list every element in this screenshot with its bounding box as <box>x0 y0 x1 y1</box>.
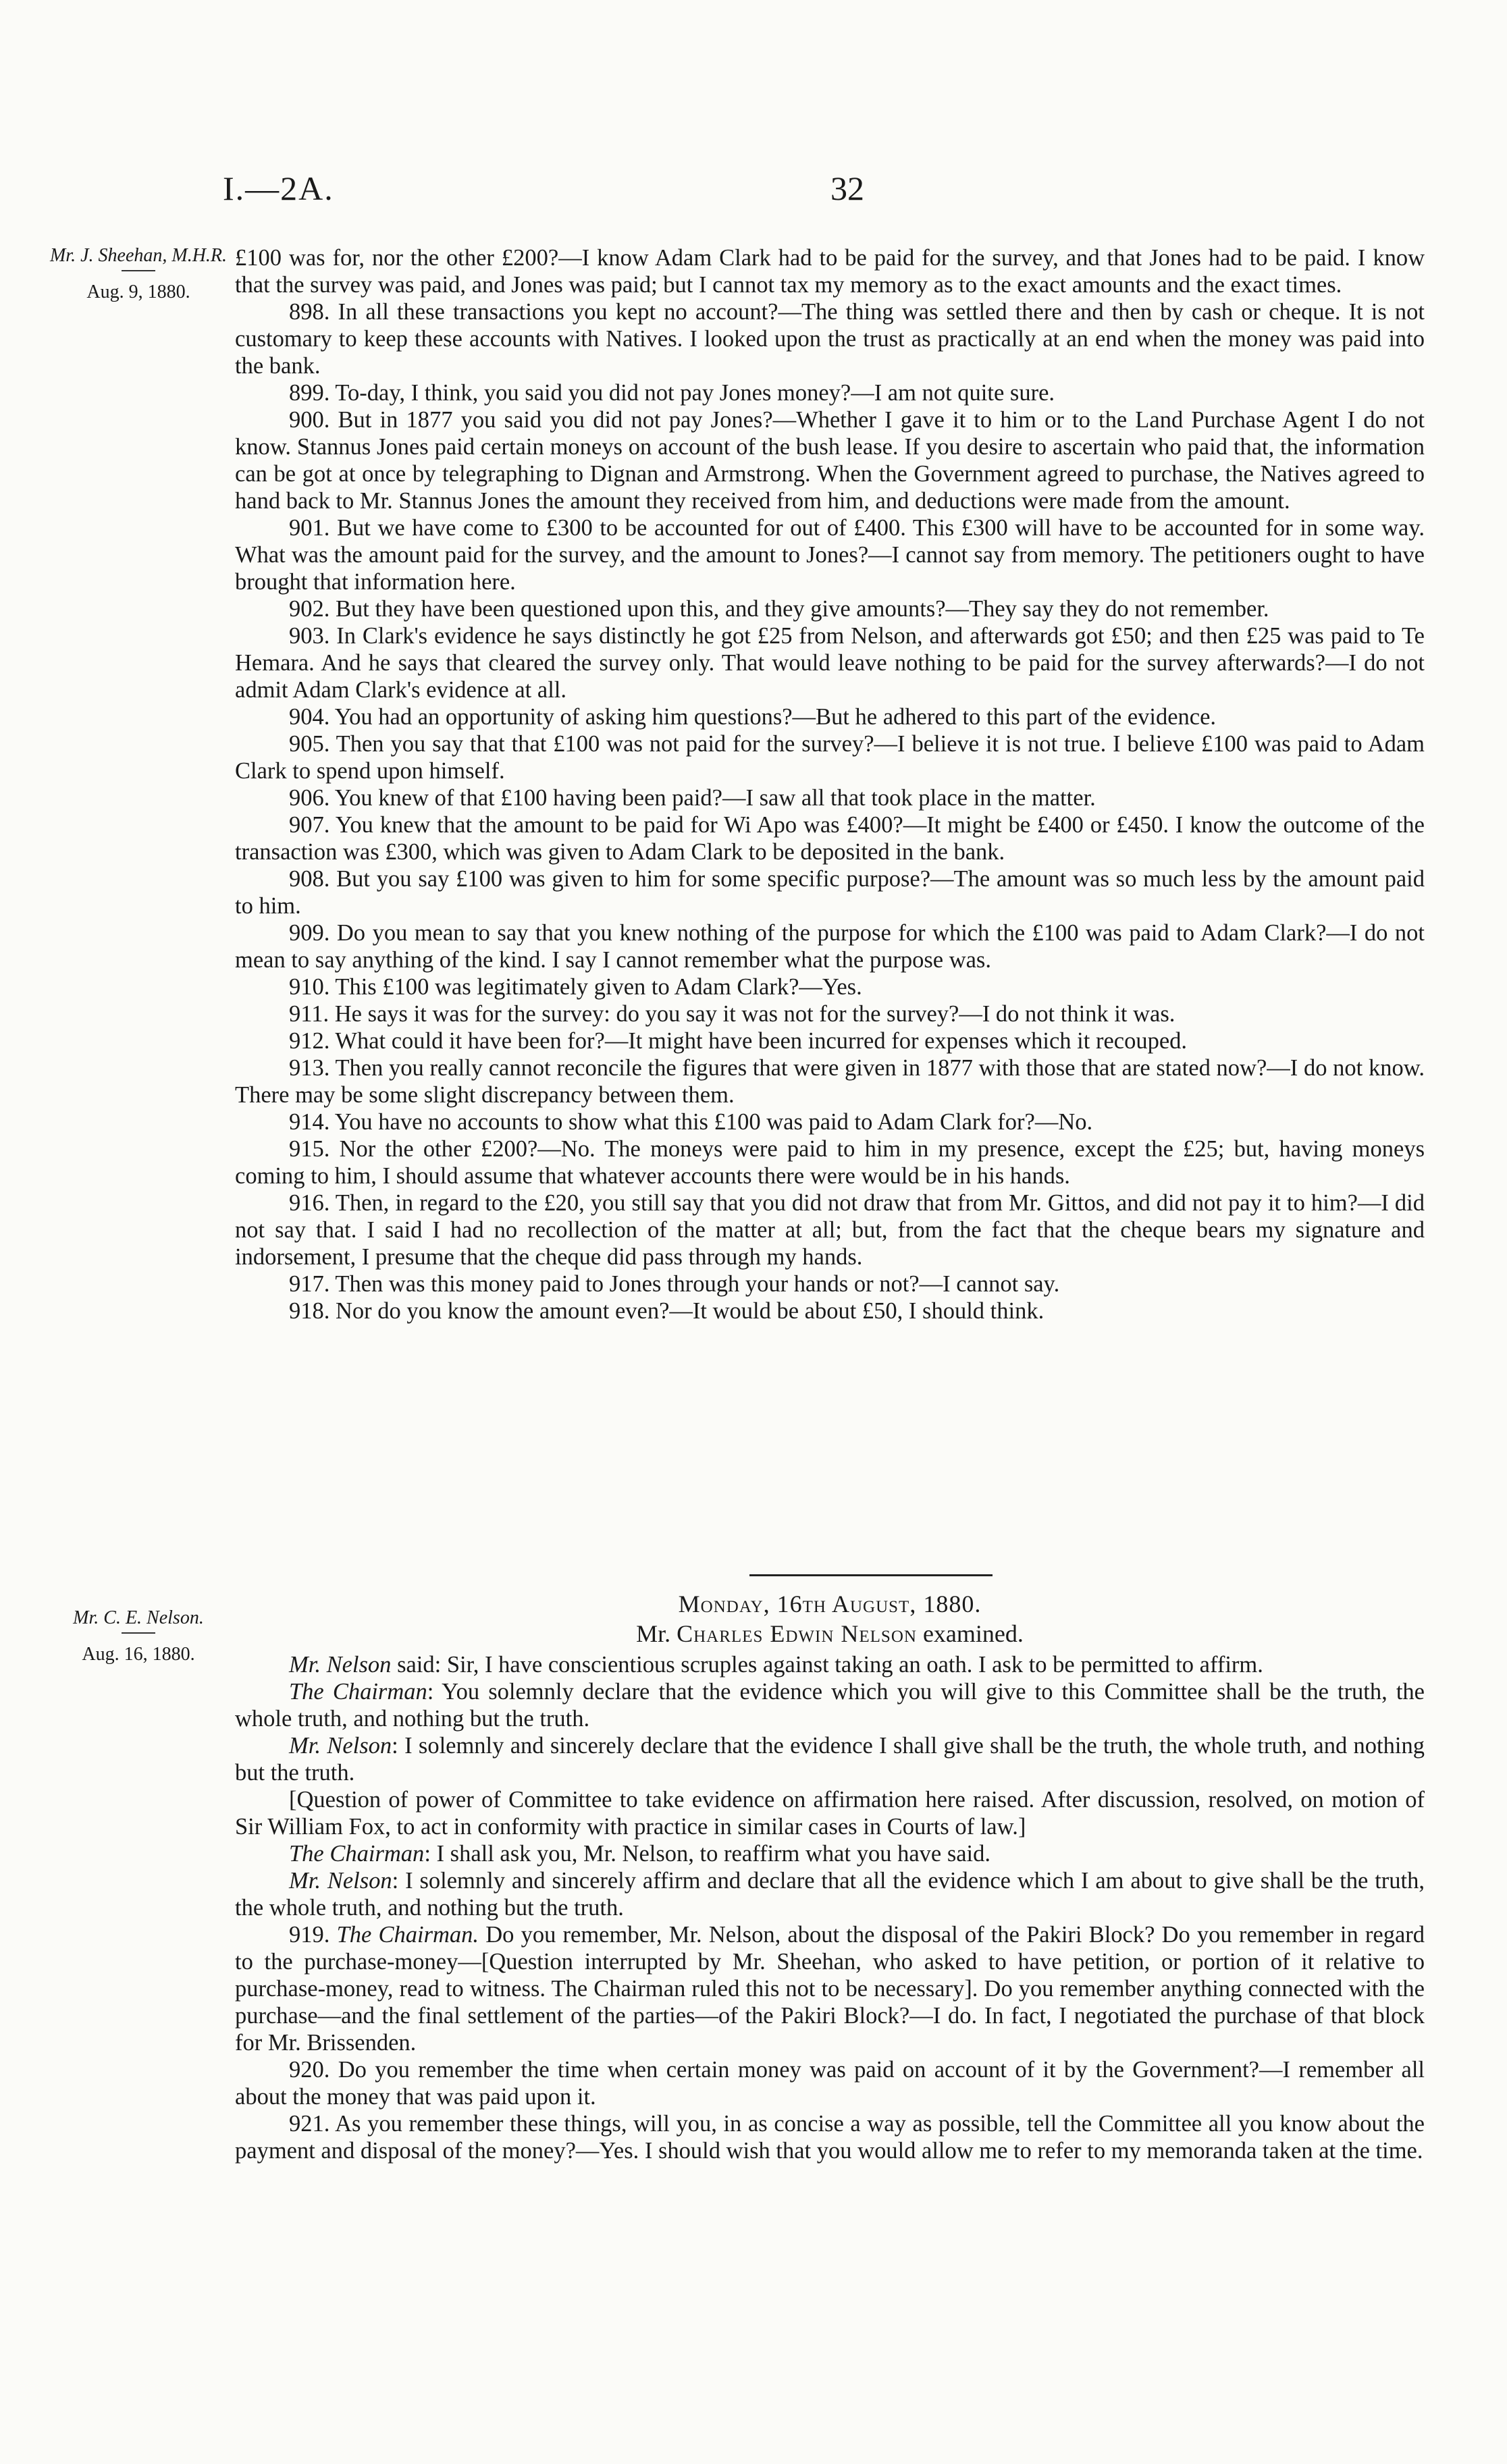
evidence-paragraph: Mr. Nelson: I solemnly and sincerely declare that the evidence I shall give shall be the truth, the whole truth, and nothing but the truth. <box>235 1733 1425 1786</box>
evidence-paragraph: 911. He says it was for the survey: do you say it was not for the survey?—I do not think it was. <box>289 1001 1175 1027</box>
evidence-paragraph: 921. As you remember these things, will you, in as concise a way as possible, tell the Committee all you know about the payment and disposal of the money?—Yes. I should wish that you would allow me to refer to my memoranda taken at the time. <box>235 2111 1425 2164</box>
witness-heading-prefix: Mr. <box>636 1620 671 1647</box>
evidence-paragraph: 913. Then you really cannot reconcile the figures that were given in 1877 with those that are stated now?—I do not know. There may be some slight discrepancy between them. <box>235 1055 1425 1108</box>
evidence-paragraph: 902. But they have been questioned upon this, and they give amounts?—They say they do not remember. <box>289 596 1269 622</box>
speaker: The Chairman <box>289 1679 427 1705</box>
evidence-paragraph: 907. You knew that the amount to be paid for Wi Apo was £400?—It might be £400 or £450. I know the outcome of the transaction was £300, which was given to Adam Clark to be deposited in the bank. <box>235 812 1425 865</box>
speaker: Mr. Nelson <box>289 1652 392 1678</box>
evidence-paragraph: The Chairman: I shall ask you, Mr. Nelson, to reaffirm what you have said. <box>289 1841 991 1867</box>
witness-heading-suffix: examined. <box>922 1620 1024 1647</box>
evidence-paragraph: Mr. Nelson said: Sir, I have conscientious scruples against taking an oath. I ask to be permitted to affirm. <box>289 1652 1263 1678</box>
evidence-paragraph: 918. Nor do you know the amount even?—It would be about £50, I should think. <box>289 1298 1045 1324</box>
evidence-paragraph: 917. Then was this money paid to Jones through your hands or not?—I cannot say. <box>289 1271 1060 1297</box>
speaker: The Chairman. <box>336 1922 479 1948</box>
witness-heading-name: Charles Edwin Nelson <box>677 1620 917 1647</box>
evidence-paragraph: 904. You had an opportunity of asking him questions?—But he adhered to this part of the evidence. <box>289 704 1217 730</box>
margin-note-sheehan <box>47 244 230 304</box>
paper-reference: I.—2A. <box>223 169 334 207</box>
evidence-paragraph: 905. Then you say that that £100 was not paid for the survey?—I believe it is not true. I believe £100 was paid to Adam Clark to spend upon himself. <box>235 731 1425 784</box>
margin-date: Aug. 16, 1880. <box>82 1644 195 1665</box>
evidence-section-sheehan <box>235 244 1425 1324</box>
evidence-paragraph: 915. Nor the other £200?—No. The moneys were paid to him in my presence, except the £25; but, having moneys coming to him, I should assume that whatever accounts there were would be in his hands. <box>235 1136 1425 1189</box>
evidence-paragraph: 908. But you say £100 was given to him for some specific purpose?—The amount was so much less by the amount paid to him. <box>235 866 1425 919</box>
margin-rule <box>122 270 155 271</box>
evidence-paragraph: 914. You have no accounts to show what this £100 was paid to Adam Clark for?—No. <box>289 1109 1093 1135</box>
evidence-paragraph: 910. This £100 was legitimately given to Adam Clark?—Yes. <box>289 974 862 1000</box>
evidence-paragraph: 912. What could it have been for?—It might have been incurred for expenses which it recouped. <box>289 1028 1188 1054</box>
evidence-paragraph: 909. Do you mean to say that you knew nothing of the purpose for which the £100 was paid to Adam Clark?—I do not mean to say anything of the kind. I say I cannot remember what the purpose was. <box>235 920 1425 973</box>
evidence-paragraph: 903. In Clark's evidence he says distinctly he got £25 from Nelson, and afterwards got £50; and then £25 was paid to Te Hemara. And he says that cleared the survey only. That would leave nothing to be paid for the survey afterwards?—I do not admit Adam Clark's evidence at all. <box>235 623 1425 703</box>
margin-rule <box>122 1632 155 1634</box>
evidence-paragraph: 916. Then, in regard to the £20, you still say that you did not draw that from Mr. Gittos, and did not pay it to him?—I did not say that. I said I had no recollection of the matter at all; but, from the fact that the cheque bears my signature and indorsement, I presume that the cheque did pass through my hands. <box>235 1190 1425 1270</box>
section-divider <box>749 1574 993 1576</box>
evidence-paragraph: £100 was for, nor the other £200?—I know Adam Clark had to be paid for the survey, and that Jones had to be paid. I know that the survey was paid, and Jones was paid; but I cannot tax my memory as to the exact amounts and the exact times. <box>235 245 1425 298</box>
speaker: The Chairman <box>289 1841 425 1867</box>
evidence-paragraph: [Question of power of Committee to take evidence on affirmation here raised. After discussion, resolved, on motion of Sir William Fox, to act in conformity with practice in similar cases in Courts of law.] <box>235 1787 1425 1840</box>
evidence-paragraph: Mr. Nelson: I solemnly and sincerely affirm and declare that all the evidence which I am about to give shall be the truth, the whole truth, and nothing but the truth. <box>235 1868 1425 1921</box>
evidence-section-nelson <box>235 1651 1425 2164</box>
evidence-paragraph: 920. Do you remember the time when certain money was paid on account of it by the Government?—I remember all about the money that was paid upon it. <box>235 2057 1425 2110</box>
evidence-paragraph: 898. In all these transactions you kept no account?—The thing was settled there and then by cash or cheque. It is not customary to keep these accounts with Natives. I looked upon the trust as practically at an end when the money was paid into the bank. <box>235 299 1425 379</box>
evidence-paragraph: 901. But we have come to £300 to be accounted for out of £400. This £300 will have to be accounted for in some way. What was the amount paid for the survey, and the amount to Jones?—I cannot say from memory. The petitioners ought to have brought that information here. <box>235 515 1425 595</box>
margin-witness-name: Mr. J. Sheehan, M.H.R. <box>49 245 228 266</box>
evidence-paragraph: 899. To-day, I think, you said you did not pay Jones money?—I am not quite sure. <box>289 380 1055 406</box>
speaker: Mr. Nelson <box>289 1868 392 1894</box>
evidence-paragraph: The Chairman: You solemnly declare that the evidence which you will give to this Committee shall be the truth, the whole truth, and nothing but the truth. <box>235 1679 1425 1732</box>
evidence-paragraph: 906. You knew of that £100 having been paid?—I saw all that took place in the matter. <box>289 785 1096 811</box>
margin-date: Aug. 9, 1880. <box>86 282 190 302</box>
margin-witness-name: Mr. C. E. Nelson. <box>73 1607 204 1628</box>
page-header <box>223 169 1425 216</box>
margin-note-nelson <box>47 1607 230 1666</box>
speaker: Mr. Nelson <box>289 1733 392 1759</box>
page-number: 32 <box>830 169 864 207</box>
witness-heading <box>235 1620 1425 1647</box>
date-heading: Monday, 16th August, 1880. <box>678 1590 982 1617</box>
evidence-paragraph: 900. But in 1877 you said you did not pay Jones?—Whether I gave it to him or to the Land Purchase Agent I do not know. Stannus Jones paid certain moneys on account of the bush lease. If you desire to ascertain who paid that, the information can be got at once by telegraphing to Dignan and Armstrong. When the Government agreed to purchase, the Natives agreed to hand back to Mr. Stannus Jones the amount they received from him, and deductions were made from the amount. <box>235 407 1425 514</box>
evidence-paragraph: 919. The Chairman. Do you remember, Mr. Nelson, about the disposal of the Pakiri Block? Do you remember in regard to the purchase-money—[Question interrupted by Mr. Sheehan, who asked to have petition, or portion of it relative to purchase-money, read to witness. The Chairman ruled this not to be necessary]. Do you remember anything connected with the purchase—and the final settlement of the parties—of the Pakiri Block?—I do. In fact, I negotiated the purchase of that block for Mr. Brissenden. <box>235 1922 1425 2056</box>
